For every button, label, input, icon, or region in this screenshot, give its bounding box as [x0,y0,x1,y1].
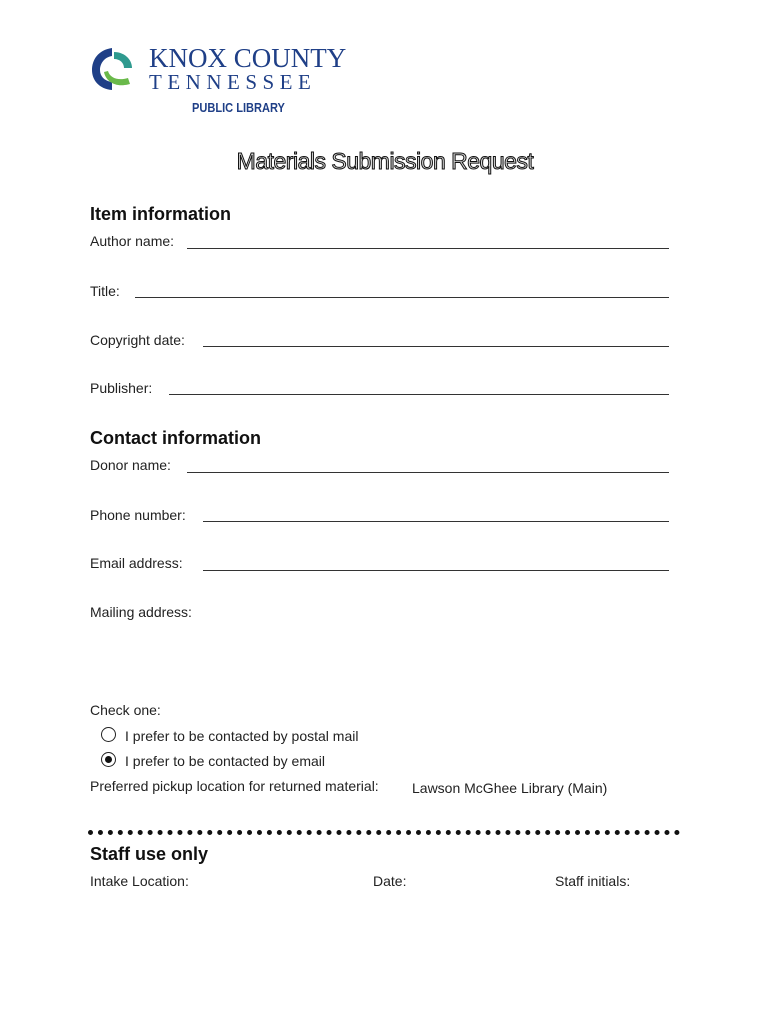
logo-text-state: TENNESSEE [149,70,317,94]
title-field[interactable] [135,297,669,298]
logo-text-county: KNOX COUNTY [149,43,347,73]
phone-number-field[interactable] [203,521,669,522]
dotted-divider [88,830,680,835]
pickup-location-label: Preferred pickup location for returned material: [90,778,379,794]
intake-location-label: Intake Location: [90,873,189,889]
copyright-date-field[interactable] [203,346,669,347]
donor-name-label: Donor name: [90,457,171,473]
postal-mail-radio[interactable] [101,727,116,742]
page-title: Materials Submission Request [236,148,534,174]
check-one-label: Check one: [90,702,161,718]
email-address-label: Email address: [90,555,183,571]
donor-name-field[interactable] [187,472,669,473]
email-option-label: I prefer to be contacted by email [125,753,325,769]
phone-number-label: Phone number: [90,507,186,523]
staff-use-heading: Staff use only [90,844,209,864]
pickup-location-value[interactable]: Lawson McGhee Library (Main) [412,780,608,796]
copyright-date-label: Copyright date: [90,332,185,348]
author-name-label: Author name: [90,233,175,249]
staff-initials-label: Staff initials: [555,873,631,889]
library-logo-icon [90,46,134,92]
item-info-heading: Item information [90,204,232,224]
publisher-field[interactable] [169,394,669,395]
contact-info-heading: Contact information [90,428,261,448]
radio-selected-dot [105,756,112,763]
email-radio[interactable] [101,752,116,767]
date-label: Date: [373,873,407,889]
postal-mail-option-label: I prefer to be contacted by postal mail [125,728,359,744]
publisher-label: Publisher: [90,380,153,396]
email-address-field[interactable] [203,570,669,571]
mailing-address-label: Mailing address: [90,604,192,620]
author-name-field[interactable] [187,248,669,249]
mailing-address-field[interactable] [90,625,670,685]
title-label: Title: [90,283,120,299]
logo-text-library: PUBLIC LIBRARY [192,100,285,115]
